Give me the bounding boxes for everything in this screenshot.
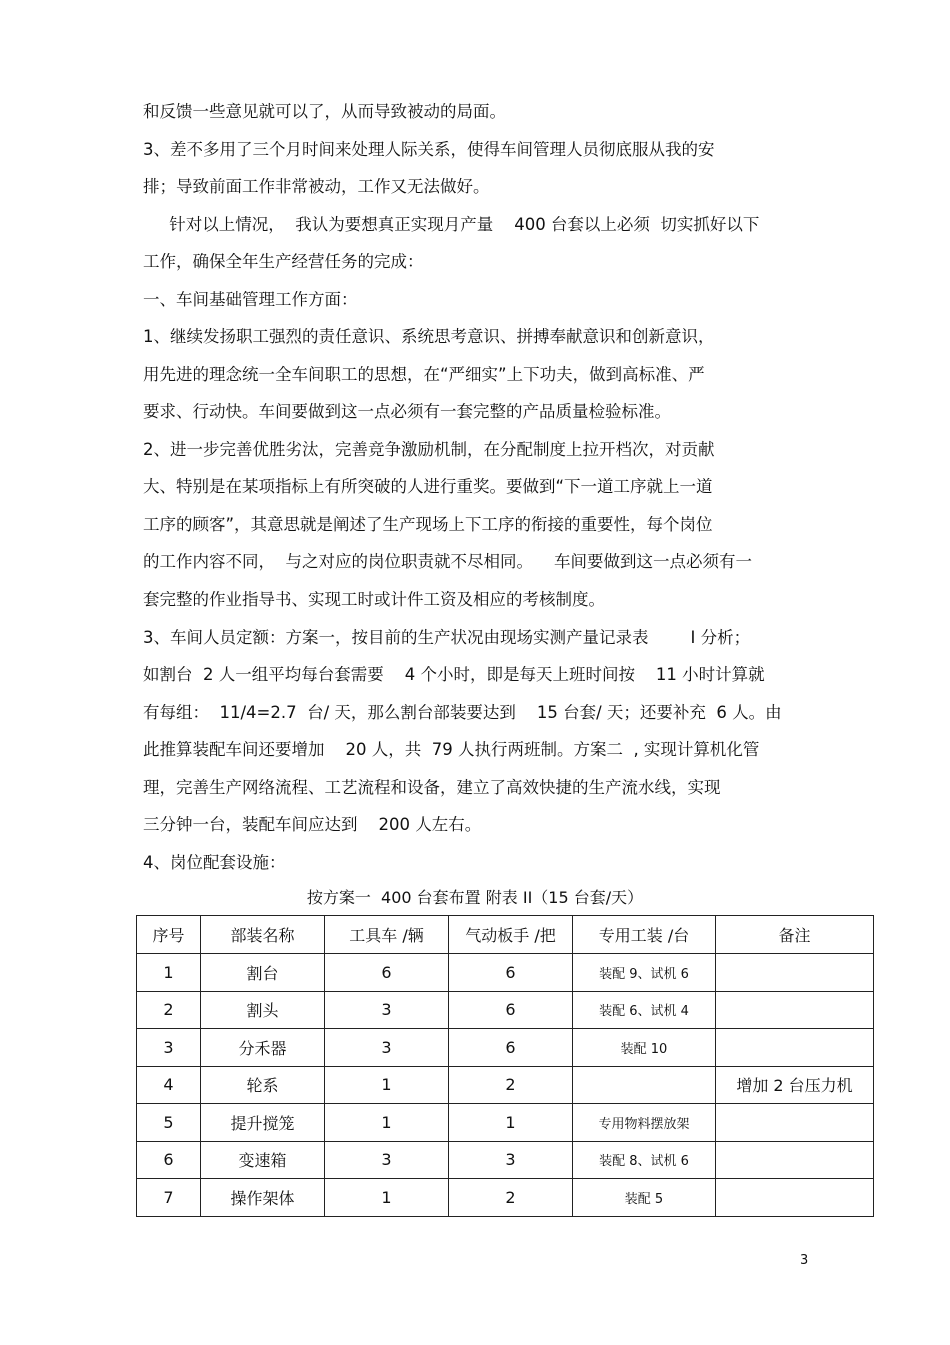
- paragraph-line: 要求、行动快。车间要做到这一点必须有一套完整的产品质量检验标准。: [143, 402, 671, 421]
- cell-part-name: 轮系: [201, 1066, 325, 1104]
- table-row: [137, 991, 874, 1029]
- paragraph-line: 2、进一步完善优胜劣汰，完善竞争激励机制，在分配制度上拉开档次，对贡献: [143, 440, 715, 459]
- paragraph-line: 4、岗位配套设施：: [143, 853, 286, 872]
- cell-tool-cart: 3: [325, 1141, 449, 1179]
- equipment-table: [136, 915, 874, 1217]
- cell-remarks: 增加 2 台压力机: [716, 1066, 874, 1104]
- cell-index: 6: [137, 1141, 201, 1179]
- cell-part-name: 提升搅笼: [201, 1104, 325, 1142]
- cell-index: 1: [137, 954, 201, 992]
- cell-special-fixture: 专用物料摆放架: [573, 1104, 716, 1142]
- cell-remarks: [716, 991, 874, 1029]
- cell-tool-cart: 3: [325, 1029, 449, 1067]
- paragraph-line: 有每组： 11/4=2.7 台/ 天，那么割台部装要达到 15 台套/ 天；还要补充 6 人。由: [143, 703, 782, 722]
- cell-pneumatic-wrench: 3: [449, 1141, 573, 1179]
- cell-index: 4: [137, 1066, 201, 1104]
- table-row: [137, 1066, 874, 1104]
- paragraph-line: 3、车间人员定额：方案一，按目前的生产状况由现场实测产量记录表 I 分析；: [143, 628, 751, 647]
- paragraph-line: 大、特别是在某项指标上有所突破的人进行重奖。要做到“下一道工序就上一道: [143, 477, 713, 496]
- cell-special-fixture: 装配 10: [573, 1029, 716, 1067]
- table-row: [137, 1179, 874, 1217]
- section-heading: 一、车间基础管理工作方面：: [143, 290, 358, 309]
- cell-part-name: 操作架体: [201, 1179, 325, 1217]
- cell-pneumatic-wrench: 6: [449, 991, 573, 1029]
- paragraph-line: 针对以上情况， 我认为要想真正实现月产量 400 台套以上必须 切实抓好以下: [143, 215, 760, 234]
- paragraph-line: 套完整的作业指导书、实现工时或计件工资及相应的考核制度。: [143, 590, 605, 609]
- table-row: [137, 1141, 874, 1179]
- table-row: [137, 1104, 874, 1142]
- cell-tool-cart: 1: [325, 1104, 449, 1142]
- paragraph-line: 的工作内容不同， 与之对应的岗位职责就不尽相同。 车间要做到这一点必须有一: [143, 552, 752, 571]
- table-row: [137, 954, 874, 992]
- header-tool-cart: 工具车 /辆: [325, 916, 449, 954]
- cell-special-fixture: [573, 1066, 716, 1104]
- paragraph-line: 工作，确保全年生产经营任务的完成：: [143, 252, 424, 271]
- cell-remarks: [716, 1179, 874, 1217]
- cell-pneumatic-wrench: 6: [449, 1029, 573, 1067]
- paragraph-line: 和反馈一些意见就可以了，从而导致被动的局面。: [143, 102, 506, 121]
- cell-tool-cart: 1: [325, 1179, 449, 1217]
- cell-index: 7: [137, 1179, 201, 1217]
- cell-special-fixture: 装配 8、试机 6: [573, 1141, 716, 1179]
- cell-part-name: 分禾器: [201, 1029, 325, 1067]
- header-index: 序号: [137, 916, 201, 954]
- cell-part-name: 割台: [201, 954, 325, 992]
- cell-tool-cart: 3: [325, 991, 449, 1029]
- cell-index: 3: [137, 1029, 201, 1067]
- table-header-row: [137, 916, 874, 954]
- cell-remarks: [716, 954, 874, 992]
- header-pneumatic-wrench: 气动板手 /把: [449, 916, 573, 954]
- cell-pneumatic-wrench: 2: [449, 1066, 573, 1104]
- paragraph-line: 理，完善生产网络流程、工艺流程和设备，建立了高效快捷的生产流水线，实现: [143, 778, 721, 797]
- cell-special-fixture: 装配 6、试机 4: [573, 991, 716, 1029]
- paragraph-line: 3、差不多用了三个月时间来处理人际关系，使得车间管理人员彻底服从我的安: [143, 140, 715, 159]
- table-row: [137, 1029, 874, 1067]
- cell-part-name: 割头: [201, 991, 325, 1029]
- page-number: 3: [800, 1253, 809, 1268]
- header-special-fixture: 专用工装 /台: [573, 916, 716, 954]
- cell-index: 5: [137, 1104, 201, 1142]
- cell-tool-cart: 1: [325, 1066, 449, 1104]
- paragraph-line: 1、继续发扬职工强烈的责任意识、系统思考意识、拼搏奉献意识和创新意识，: [143, 327, 715, 346]
- paragraph-line: 此推算装配车间还要增加 20 人，共 79 人执行两班制。方案二 , 实现计算机化管: [143, 740, 760, 759]
- cell-index: 2: [137, 991, 201, 1029]
- header-part-name: 部装名称: [201, 916, 325, 954]
- paragraph-line: 排；导致前面工作非常被动，工作又无法做好。: [143, 177, 490, 196]
- paragraph-line: 工序的顾客”，其意思就是阐述了生产现场上下工序的衔接的重要性，每个岗位: [143, 515, 713, 534]
- cell-special-fixture: 装配 5: [573, 1179, 716, 1217]
- cell-remarks: [716, 1141, 874, 1179]
- cell-pneumatic-wrench: 2: [449, 1179, 573, 1217]
- cell-pneumatic-wrench: 6: [449, 954, 573, 992]
- cell-pneumatic-wrench: 1: [449, 1104, 573, 1142]
- paragraph-line: 如割台 2 人一组平均每台套需要 4 个小时，即是每天上班时间按 11 小时计算就: [143, 665, 765, 684]
- table-caption: 按方案一 400 台套布置 附表 II（15 台套/天）: [306, 888, 644, 907]
- cell-special-fixture: 装配 9、试机 6: [573, 954, 716, 992]
- cell-remarks: [716, 1029, 874, 1067]
- cell-part-name: 变速箱: [201, 1141, 325, 1179]
- paragraph-line: 用先进的理念统一全车间职工的思想，在“严细实”上下功夫，做到高标准、严: [143, 365, 705, 384]
- cell-tool-cart: 6: [325, 954, 449, 992]
- cell-remarks: [716, 1104, 874, 1142]
- header-remarks: 备注: [716, 916, 874, 954]
- paragraph-line: 三分钟一台，装配车间应达到 200 人左右。: [143, 815, 482, 834]
